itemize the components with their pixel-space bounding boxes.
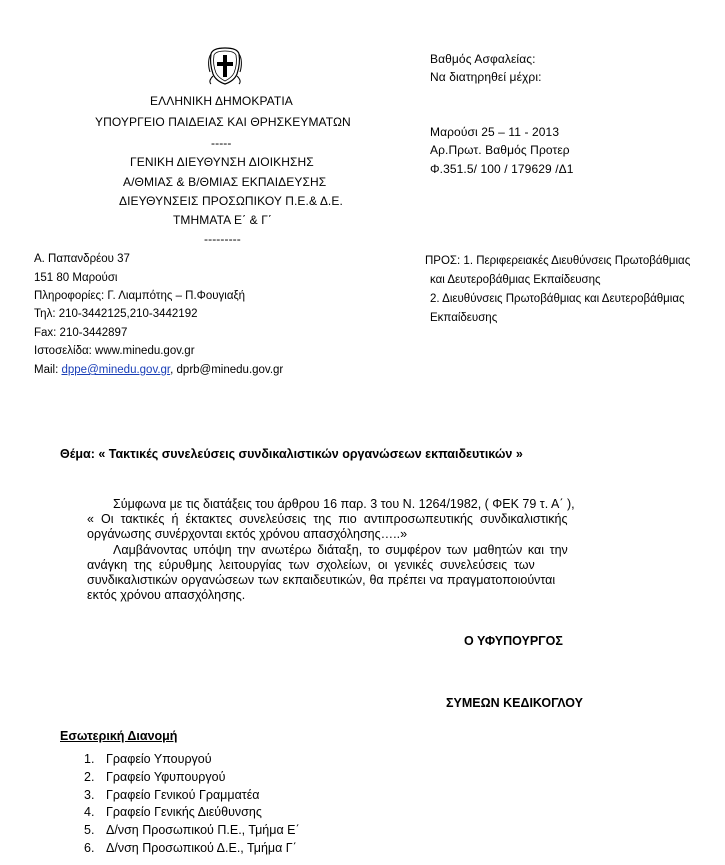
contact-postal: 151 80 Μαρούσι [34,272,118,284]
list-item-number: 5. [84,823,95,837]
recipients-line3: 2. Διευθύνσεις Πρωτοβάθμιας και Δευτεροβάθμιας [430,293,685,305]
header-dept-line1: ΓΕΝΙΚΗ ΔΙΕΥΘΥΝΣΗ ΔΙΟΙΚΗΣΗΣ [130,155,314,169]
signature-name: ΣΥΜΕΩΝ ΚΕΔΙΚΟΓΛΟΥ [446,696,583,710]
protocol-number-label: Αρ.Πρωτ. Βαθμός Προτερ [430,143,570,157]
body-p1-line1: Σύμφωνα με τις διατάξεις του άρθρου 16 παρ. 3 του Ν. 1264/1982, ( ΦΕΚ 79 τ. Α΄ ), [113,497,575,511]
recipients-line1: ΠΡΟΣ: 1. Περιφερειακές Διευθύνσεις Πρωτοβάθμιας [425,255,691,267]
recipients-line4: Εκπαίδευσης [430,312,498,324]
header-dept-line4: ΤΜΗΜΑΤΑ Ε΄ & Γ΄ [173,213,272,227]
subject-line: Θέμα: « Τακτικές συνελεύσεις συνδικαλιστικών οργανώσεων εκπαιδευτικών » [60,447,523,461]
list-item-text: Γραφείο Γενικής Διεύθυνσης [106,805,262,819]
header-dept-line2: Α/ΘΜΙΑΣ & Β/ΘΜΙΑΣ ΕΚΠΑΙΔΕΥΣΗΣ [123,175,327,189]
contact-fax: Fax: 210-3442897 [34,327,128,339]
contact-info: Πληροφορίες: Γ. Λιαμπότης – Π.Φουγιαξή [34,290,246,302]
retain-until: Να διατηρηθεί μέχρι: [430,70,542,84]
contact-mail-rest: , dprb@minedu.gov.gr [170,364,284,376]
body-p2-line2: ανάγκη της εύρυθμης λειτουργίας των σχολείων, οι γενικές συνελεύσεις των [87,558,535,572]
document-date: Μαρούσι 25 – 11 - 2013 [430,125,560,139]
header-country: ΕΛΛΗΝΙΚΗ ΔΗΜΟΚΡΑΤΙΑ [150,94,293,108]
header-dept-line3: ΔΙΕΥΘΥΝΣΕΙΣ ΠΡΟΣΩΠΙΚΟΥ Π.Ε.& Δ.Ε. [119,194,343,208]
list-item-number: 6. [84,841,95,855]
list-item-text: Γραφείο Υφυπουργού [106,770,226,784]
contact-website: Ιστοσελίδα: www.minedu.gov.gr [34,345,195,357]
list-item [84,770,225,784]
list-item [84,788,260,802]
list-item-number: 4. [84,805,95,819]
list-item-number: 1. [84,752,95,766]
list-item-text: Γραφείο Γενικού Γραμματέα [106,788,260,802]
mail-link[interactable]: dppe@minedu.gov.gr [61,364,171,376]
contact-address: Α. Παπανδρέου 37 [34,253,130,265]
body-p1-line2: « Οι τακτικές ή έκτακτες συνελεύσεις της πιο αντιπροσωπευτικής συνδικαλιστικής [87,512,568,526]
list-item-text: Δ/νση Προσωπικού Π.Ε., Τμήμα Ε΄ [106,823,300,837]
reference-number: Φ.351.5/ 100 / 179629 /Δ1 [430,162,574,176]
security-level: Βαθμός Ασφαλείας: [430,52,536,66]
list-item [84,805,262,819]
body-p2-line4: εκτός χρόνου απασχόλησης. [87,588,246,602]
header-separator-2: --------- [204,232,241,246]
greek-emblem-icon [207,46,243,86]
list-item [84,841,297,855]
distribution-title: Εσωτερική Διανομή [60,729,178,743]
body-p2-line1: Λαμβάνοντας υπόψη την ανωτέρω διάταξη, το συμφέρον των μαθητών και την [113,543,568,557]
signature-title: Ο ΥΦΥΠΟΥΡΓΟΣ [464,634,563,648]
list-item-text: Δ/νση Προσωπικού Δ.Ε., Τμήμα Γ΄ [106,841,297,855]
list-item [84,823,300,837]
list-item-text: Γραφείο Υπουργού [106,752,212,766]
contact-tel: Τηλ: 210-3442125,210-3442192 [34,308,198,320]
body-p1-line3: οργάνωσης συνέρχονται εκτός χρόνου απασχόλησης…..» [87,527,408,541]
contact-mail [34,364,283,376]
header-separator: ----- [211,136,232,150]
contact-mail-label: Mail: [34,364,62,376]
list-item [84,752,212,766]
recipients-line2: και Δευτεροβάθμιας Εκπαίδευσης [430,274,601,286]
body-p2-line3: συνδικαλιστικών οργανώσεων των εκπαιδευτικών, θα πρέπει να πραγματοποιούνται [87,573,556,587]
header-ministry: ΥΠΟΥΡΓΕΙΟ ΠΑΙΔΕΙΑΣ ΚΑΙ ΘΡΗΣΚΕΥΜΑΤΩΝ [95,115,351,129]
list-item-number: 3. [84,788,95,802]
list-item-number: 2. [84,770,95,784]
